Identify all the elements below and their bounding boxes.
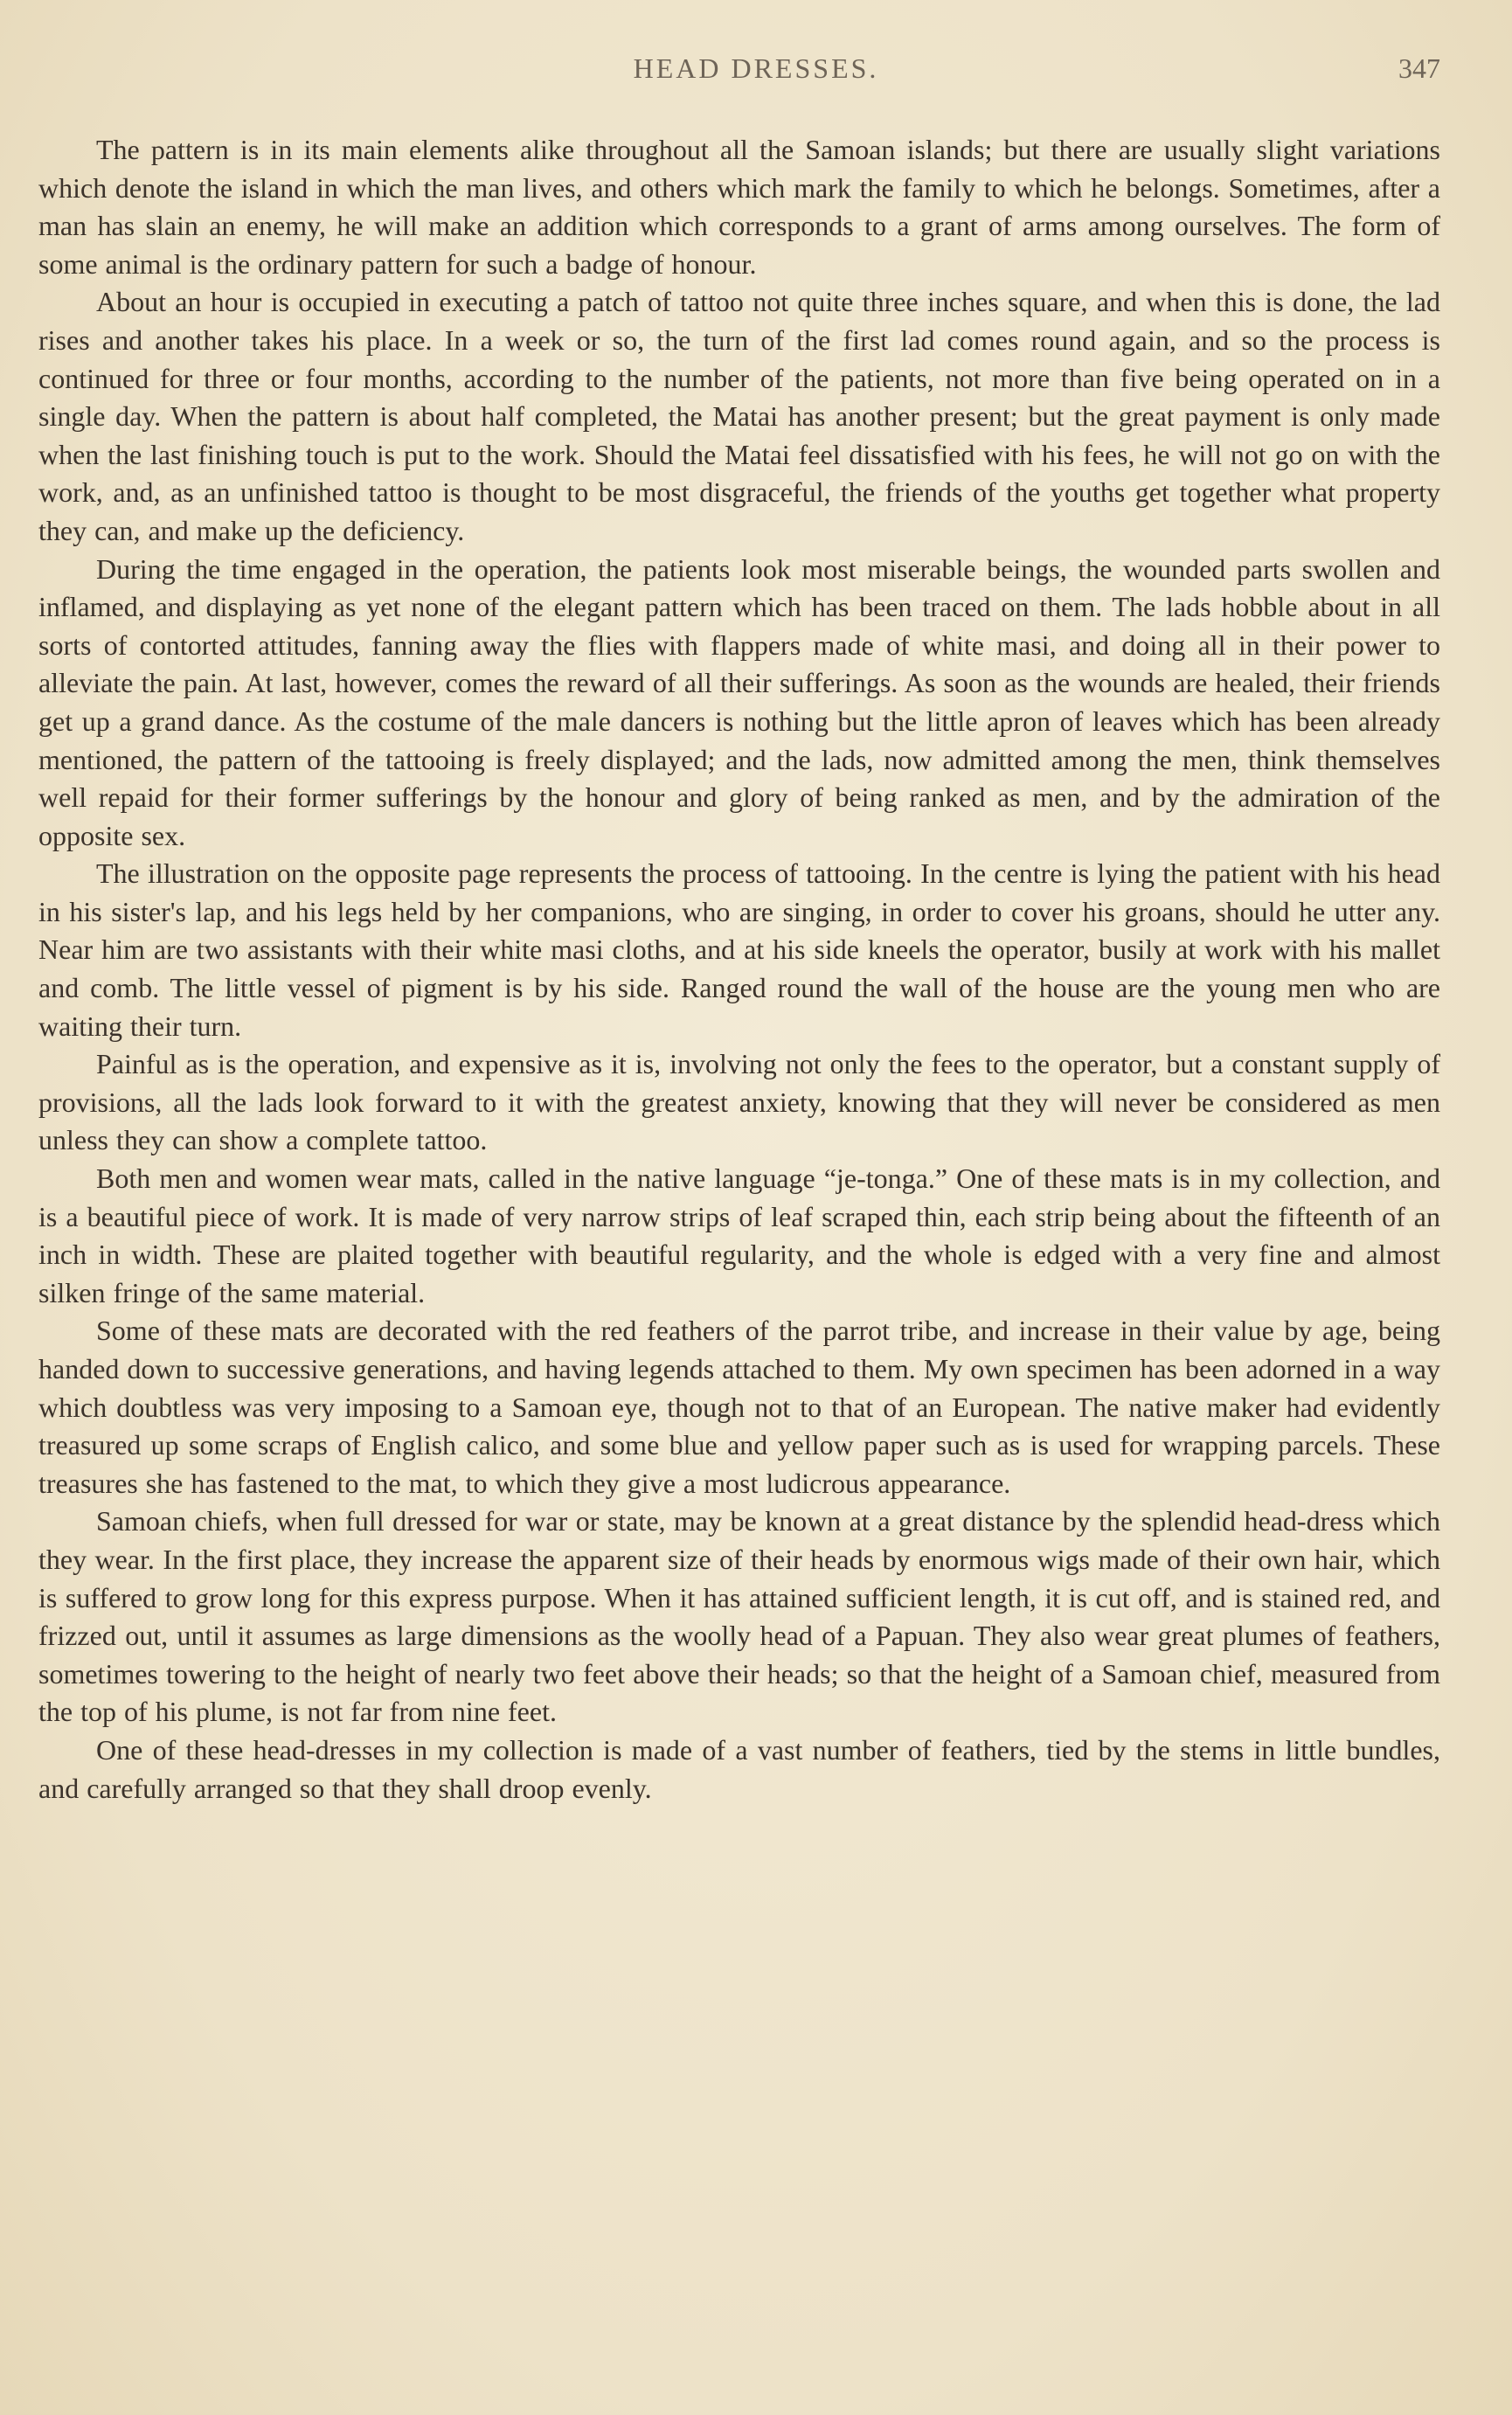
paragraph-patients-suffering: During the time engaged in the operation, the patients look most miserable beings, the wounded parts swollen and inflamed, and displaying as yet none of the elegant pattern which has been traced on them. The lads hobble about in all sorts of contorted attitudes, fanning away the flies with flappers made of white masi, and doing all in their power to alleviate the pain. At last, however, comes the reward of all their sufferings. As soon as the wounds are healed, their friends get up a grand dance. As the costume of the male dancers is nothing but the little apron of leaves which has been already mentioned, the pattern of the tattooing is freely displayed; and the lads, now admitted among the men, think themselves well repaid for their former sufferings by the honour and glory of being ranked as men, and by the admiration of the opposite sex. [38,552,1440,851]
paragraph-chiefs-headdress: Samoan chiefs, when full dressed for war or state, may be known at a great distance by the splendid head-dress which they wear. In the first place, they increase the apparent size of their heads by enormous wigs made of their own hair, which is suffered to grow long for this express purpose. When it has attained sufficient length, it is cut off, and is stained red, and frizzed out, until it assumes as large dimensions as the woolly head of a Papuan. They also wear great plumes of feathers, sometimes towering to the height of nearly two feet above their heads; so that the height of a Samoan chief, measured from the top of his plume, is not far from nine feet. [38,1505,1440,1728]
page-number: 347 [1398,52,1440,84]
paragraph-illustration: The illustration on the opposite page represents the process of tattooing. In the centre is lying the patient with his head in his sister's lap, and his legs held by her companions, who are singing, in order to cover his groans, should he utter any. Near him are two assistants with their white masi cloths, and at his side kneels the operator, busily at work with his mallet and comb. The little vessel of pigment is by his side. Ranged round the wall of the house are the young men who are waiting their turn. [38,857,1440,1042]
paragraph-tattoo-pattern: The pattern is in its main elements alike throughout all the Samoan islands; but there are usually slight variations which denote the island in which the man lives, and others which mark the family to which he belongs. Sometimes, after a man has slain an enemy, he will make an addition which corresponds to a grant of arms among ourselves. The form of some animal is the ordinary pattern for such a badge of honour. [38,134,1440,280]
body-text [38,131,1440,1808]
paragraph-painful-operation: Painful as is the operation, and expensive as it is, involving not only the fees to the operator, but a constant supply of provisions, all the lads look forward to it with the greatest anxiety, knowing that they will never be considered as men unless they can show a complete tattoo. [38,1048,1440,1156]
paragraph-decorated-mats: Some of these mats are decorated with the red feathers of the parrot tribe, and increase in their value by age, being handed down to successive generations, and having legends attached to them. My own specimen has been adorned in a way which doubtless was very imposing to a Samoan eye, though not to that of an European. The native maker had evidently treasured up some scraps of English calico, and some blue and yellow paper such as is used for wrapping parcels. These treasures she has fastened to the mat, to which they give a most ludicrous appearance. [38,1315,1440,1499]
running-title: HEAD DRESSES. [633,52,879,84]
paragraph-headdress-collection: One of these head-dresses in my collection is made of a vast number of feathers, tied by the stems in little bundles, and carefully arranged so that they shall droop evenly. [38,1733,1440,1804]
running-head [0,52,1512,96]
paragraph-tattoo-process: About an hour is occupied in executing a patch of tattoo not quite three inches square, and when this is done, the lad rises and another takes his place. In a week or so, the turn of the first lad comes round again, and so the process is continued for three or four months, according to the number of the patients, not more than five being operated on in a single day. When the pattern is about half completed, the Matai has another present; but the great payment is only made when the last finishing touch is put to the work. Should the Matai feel dissatisfied with his fees, he will not go on with the work, and, as an unfinished tattoo is thought to be most disgraceful, the friends of the youths get together what property they can, and make up the deficiency. [38,286,1440,546]
paragraph-mats: Both men and women wear mats, called in the native language “je-tonga.” One of these mats is in my collection, and is a beautiful piece of work. It is made of very narrow strips of leaf scraped thin, each strip being about the fifteenth of an inch in width. These are plaited together with beautiful regularity, and the whole is edged with a very fine and almost silken fringe of the same material. [38,1162,1440,1308]
